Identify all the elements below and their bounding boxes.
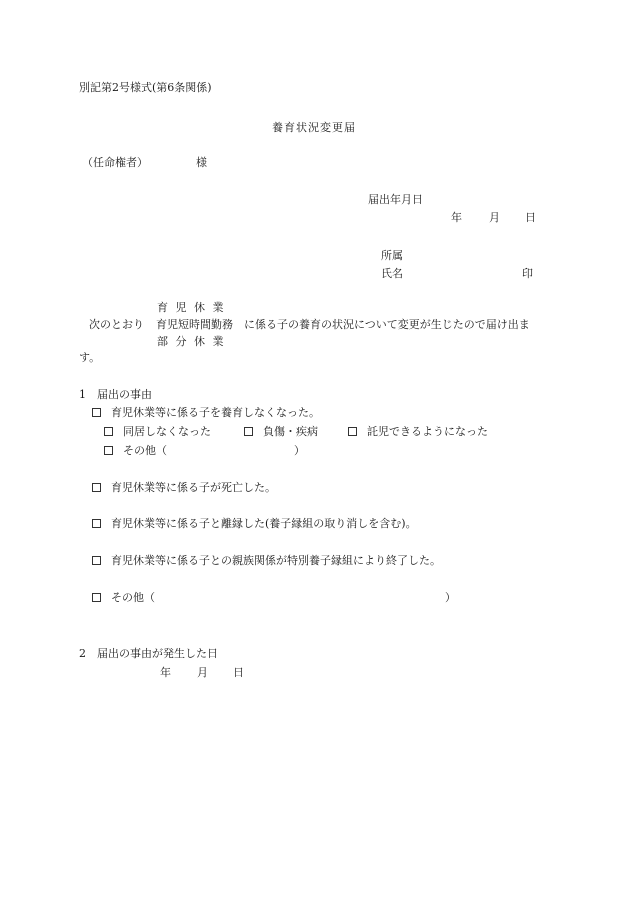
subreason-not-cohabiting bbox=[104, 426, 211, 437]
addressee-honorific: 様 bbox=[196, 156, 207, 169]
reason-label: 育児休業等に係る子との親族関係が特別養子縁組により終了した。 bbox=[111, 554, 441, 567]
document-title: 養育状況変更届 bbox=[272, 121, 356, 134]
submission-date-label: 届出年月日 bbox=[368, 193, 423, 206]
checkbox[interactable] bbox=[92, 556, 101, 565]
body-suffix: に係る子の養育の状況について変更が生じたので届け出ま bbox=[244, 318, 530, 331]
checkbox[interactable] bbox=[348, 427, 357, 436]
date-day-label: 日 bbox=[525, 211, 536, 224]
reason-label: 育児休業等に係る子を養育しなくなった。 bbox=[111, 406, 320, 419]
subreason-label: 負傷・疾病 bbox=[263, 425, 318, 438]
checkbox[interactable] bbox=[104, 427, 113, 436]
reason-special-adoption bbox=[92, 555, 441, 566]
subreason-other-close: ） bbox=[294, 444, 305, 457]
form-reference: 別記第2号様式(第6条関係) bbox=[79, 81, 212, 94]
reason-label: 育児休業等に係る子と離縁した(養子縁組の取り消しを含む)。 bbox=[111, 517, 417, 530]
subreason-other bbox=[104, 445, 167, 456]
reason-other-close: ） bbox=[445, 591, 456, 604]
affiliation-label: 所属 bbox=[381, 249, 403, 262]
seal-mark: 印 bbox=[522, 267, 533, 280]
subreason-label: 同居しなくなった bbox=[123, 425, 211, 438]
subreason-label: その他（ bbox=[123, 444, 167, 457]
subreason-label: 託児できるようになった bbox=[367, 425, 488, 438]
section2-heading: 2 届出の事由が発生した日 bbox=[79, 647, 218, 660]
reason-label: その他（ bbox=[111, 591, 155, 604]
checkbox[interactable] bbox=[92, 593, 101, 602]
occurrence-day-label: 日 bbox=[233, 666, 244, 679]
subreason-injury-illness bbox=[244, 426, 318, 437]
leave-type-partial: 部 分 休 業 bbox=[157, 335, 226, 348]
reason-label: 育児休業等に係る子が死亡した。 bbox=[111, 481, 276, 494]
leave-type-childcare: 育 児 休 業 bbox=[157, 301, 226, 314]
reason-no-longer-raising bbox=[92, 407, 320, 418]
checkbox[interactable] bbox=[92, 519, 101, 528]
occurrence-month-label: 月 bbox=[197, 666, 208, 679]
occurrence-year-label: 年 bbox=[160, 666, 171, 679]
date-month-label: 月 bbox=[489, 211, 500, 224]
leave-type-short-hours: 育児短時間勤務 bbox=[156, 318, 233, 331]
section1-heading: 1 届出の事由 bbox=[79, 388, 152, 401]
addressee-label: （任命権者） bbox=[82, 156, 148, 169]
reason-child-deceased bbox=[92, 482, 276, 493]
body-continuation: す。 bbox=[79, 351, 101, 364]
checkbox[interactable] bbox=[244, 427, 253, 436]
reason-adoption-dissolved bbox=[92, 518, 417, 529]
subreason-childcare-available bbox=[348, 426, 488, 437]
reason-other bbox=[92, 592, 155, 603]
checkbox[interactable] bbox=[92, 483, 101, 492]
checkbox[interactable] bbox=[92, 408, 101, 417]
date-year-label: 年 bbox=[451, 211, 462, 224]
name-label: 氏名 bbox=[381, 267, 403, 280]
body-prefix: 次のとおり bbox=[89, 318, 144, 331]
checkbox[interactable] bbox=[104, 446, 113, 455]
